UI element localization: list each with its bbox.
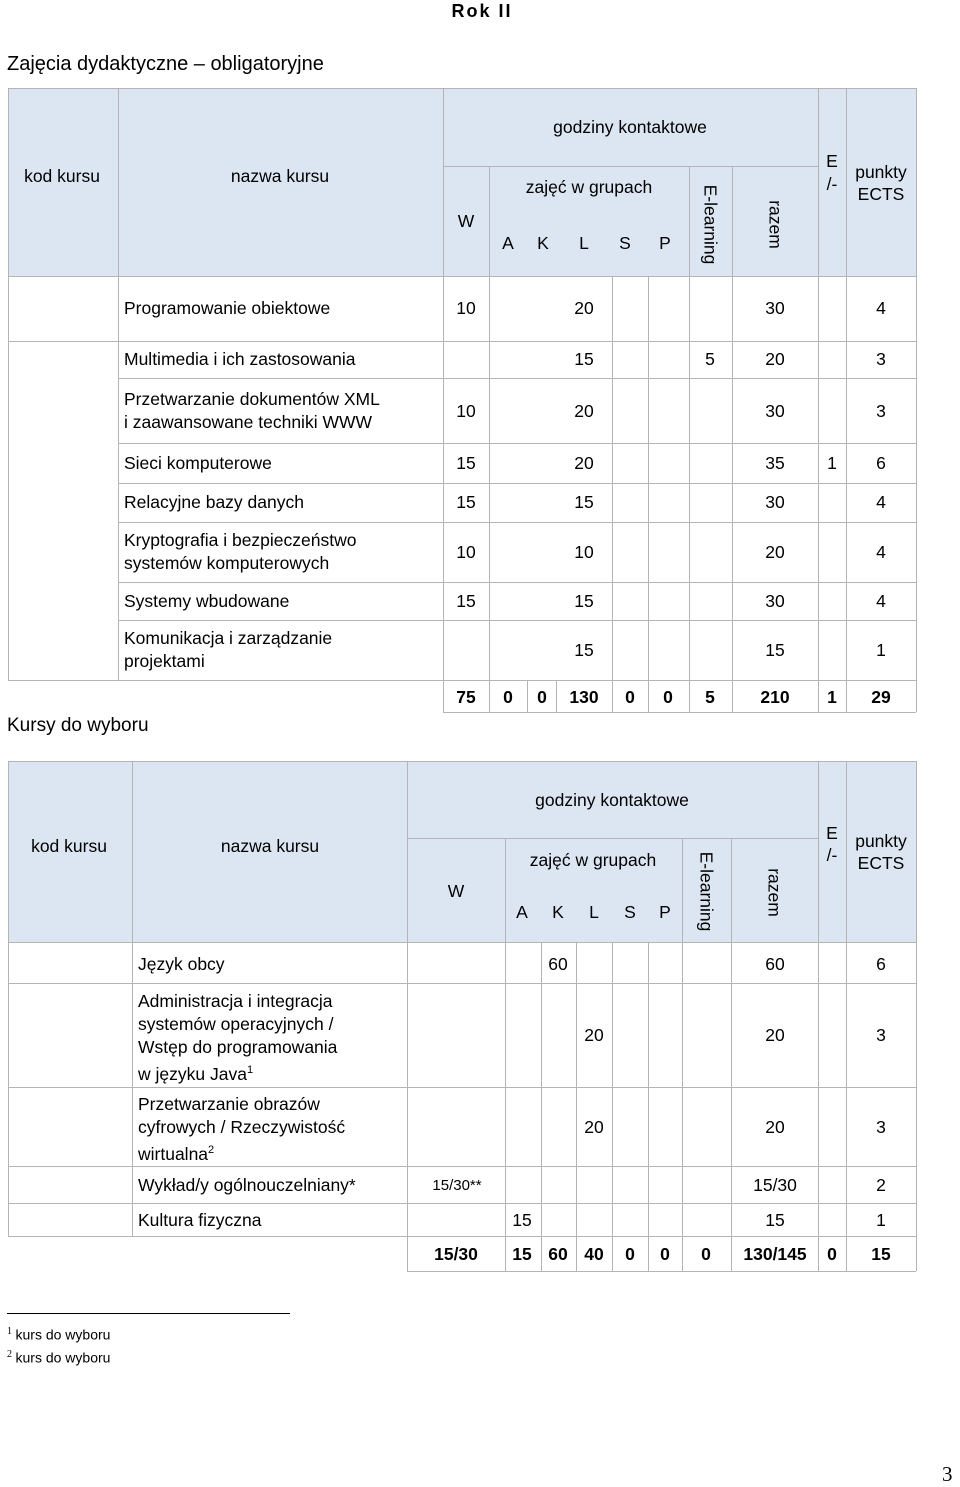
header-exam-slash: /- <box>826 845 838 865</box>
header-a: A <box>502 233 514 253</box>
header-exam-e: E <box>826 151 838 171</box>
course-name: Administracja i integracja <box>138 991 333 1011</box>
course-name: Komunikacja i zarządzanie <box>124 628 333 648</box>
course-name: Język obcy <box>138 954 225 974</box>
header-contact-hours: godziny kontaktowe <box>535 790 689 810</box>
header-name: nazwa kursu <box>220 836 320 856</box>
header-total: razem <box>764 868 785 917</box>
header-code: kod kursu <box>24 166 100 186</box>
course-name: Kryptografia i bezpieczeństwo <box>124 530 357 550</box>
header-ects-1: punkty <box>855 831 907 851</box>
header-total: razem <box>765 200 786 249</box>
header-elearning: E-learning <box>696 851 717 932</box>
header-exam-slash: /- <box>826 174 838 194</box>
header-ects-1: punkty <box>855 162 907 182</box>
header-p: P <box>659 233 671 253</box>
course-name: Relacyjne bazy danych <box>124 492 304 512</box>
page-number: 3 <box>942 1462 953 1486</box>
header-k: K <box>537 233 549 253</box>
header-exam-e: E <box>826 823 838 843</box>
header-w: W <box>457 211 475 231</box>
course-name: Przetwarzanie dokumentów XML <box>124 389 380 409</box>
header-a: A <box>516 902 528 922</box>
footnote: $^2$ kurs do wyboru <box>7 1349 111 1366</box>
course-name: Sieci komputerowe <box>124 453 272 473</box>
header-group-classes: zajęć w grupach <box>525 177 653 197</box>
header-s: S <box>619 233 631 253</box>
header-elearning: E-learning <box>700 184 721 265</box>
header-contact-hours: godziny kontaktowe <box>553 117 707 137</box>
header-w: W <box>447 881 465 901</box>
header-k: K <box>552 902 564 922</box>
footnote-ref: 1 <box>246 1064 254 1076</box>
header-code: kod kursu <box>31 836 107 856</box>
footnote-ref: 2 <box>208 1144 215 1156</box>
header-ects-2: ECTS <box>857 853 905 873</box>
course-name: Wykład/y ogólnouczelniany* <box>138 1175 356 1195</box>
footnote-separator <box>7 1313 290 1314</box>
course-name: Systemy wbudowane <box>124 591 290 611</box>
section-title: Zajęcia dydaktyczne – obligatoryjne <box>7 53 324 75</box>
header-s: S <box>624 902 636 922</box>
header-l: L <box>579 233 589 253</box>
header-l: L <box>589 902 599 922</box>
header-p: P <box>659 902 671 922</box>
course-name: Przetwarzanie obrazów <box>138 1094 320 1114</box>
header-group-classes: zajęć w grupach <box>529 850 657 870</box>
footnote: $^1$ kurs do wyboru <box>7 1326 111 1343</box>
header-name: nazwa kursu <box>230 166 330 186</box>
course-name: Programowanie obiektowe <box>124 298 331 318</box>
header-ects-2: ECTS <box>857 184 905 204</box>
course-name: Multimedia i ich zastosowania <box>124 349 356 369</box>
course-name: Kultura fizyczna <box>138 1210 262 1230</box>
year-title: Rok II <box>451 1 513 21</box>
elective-title: Kursy do wyboru <box>7 715 149 736</box>
